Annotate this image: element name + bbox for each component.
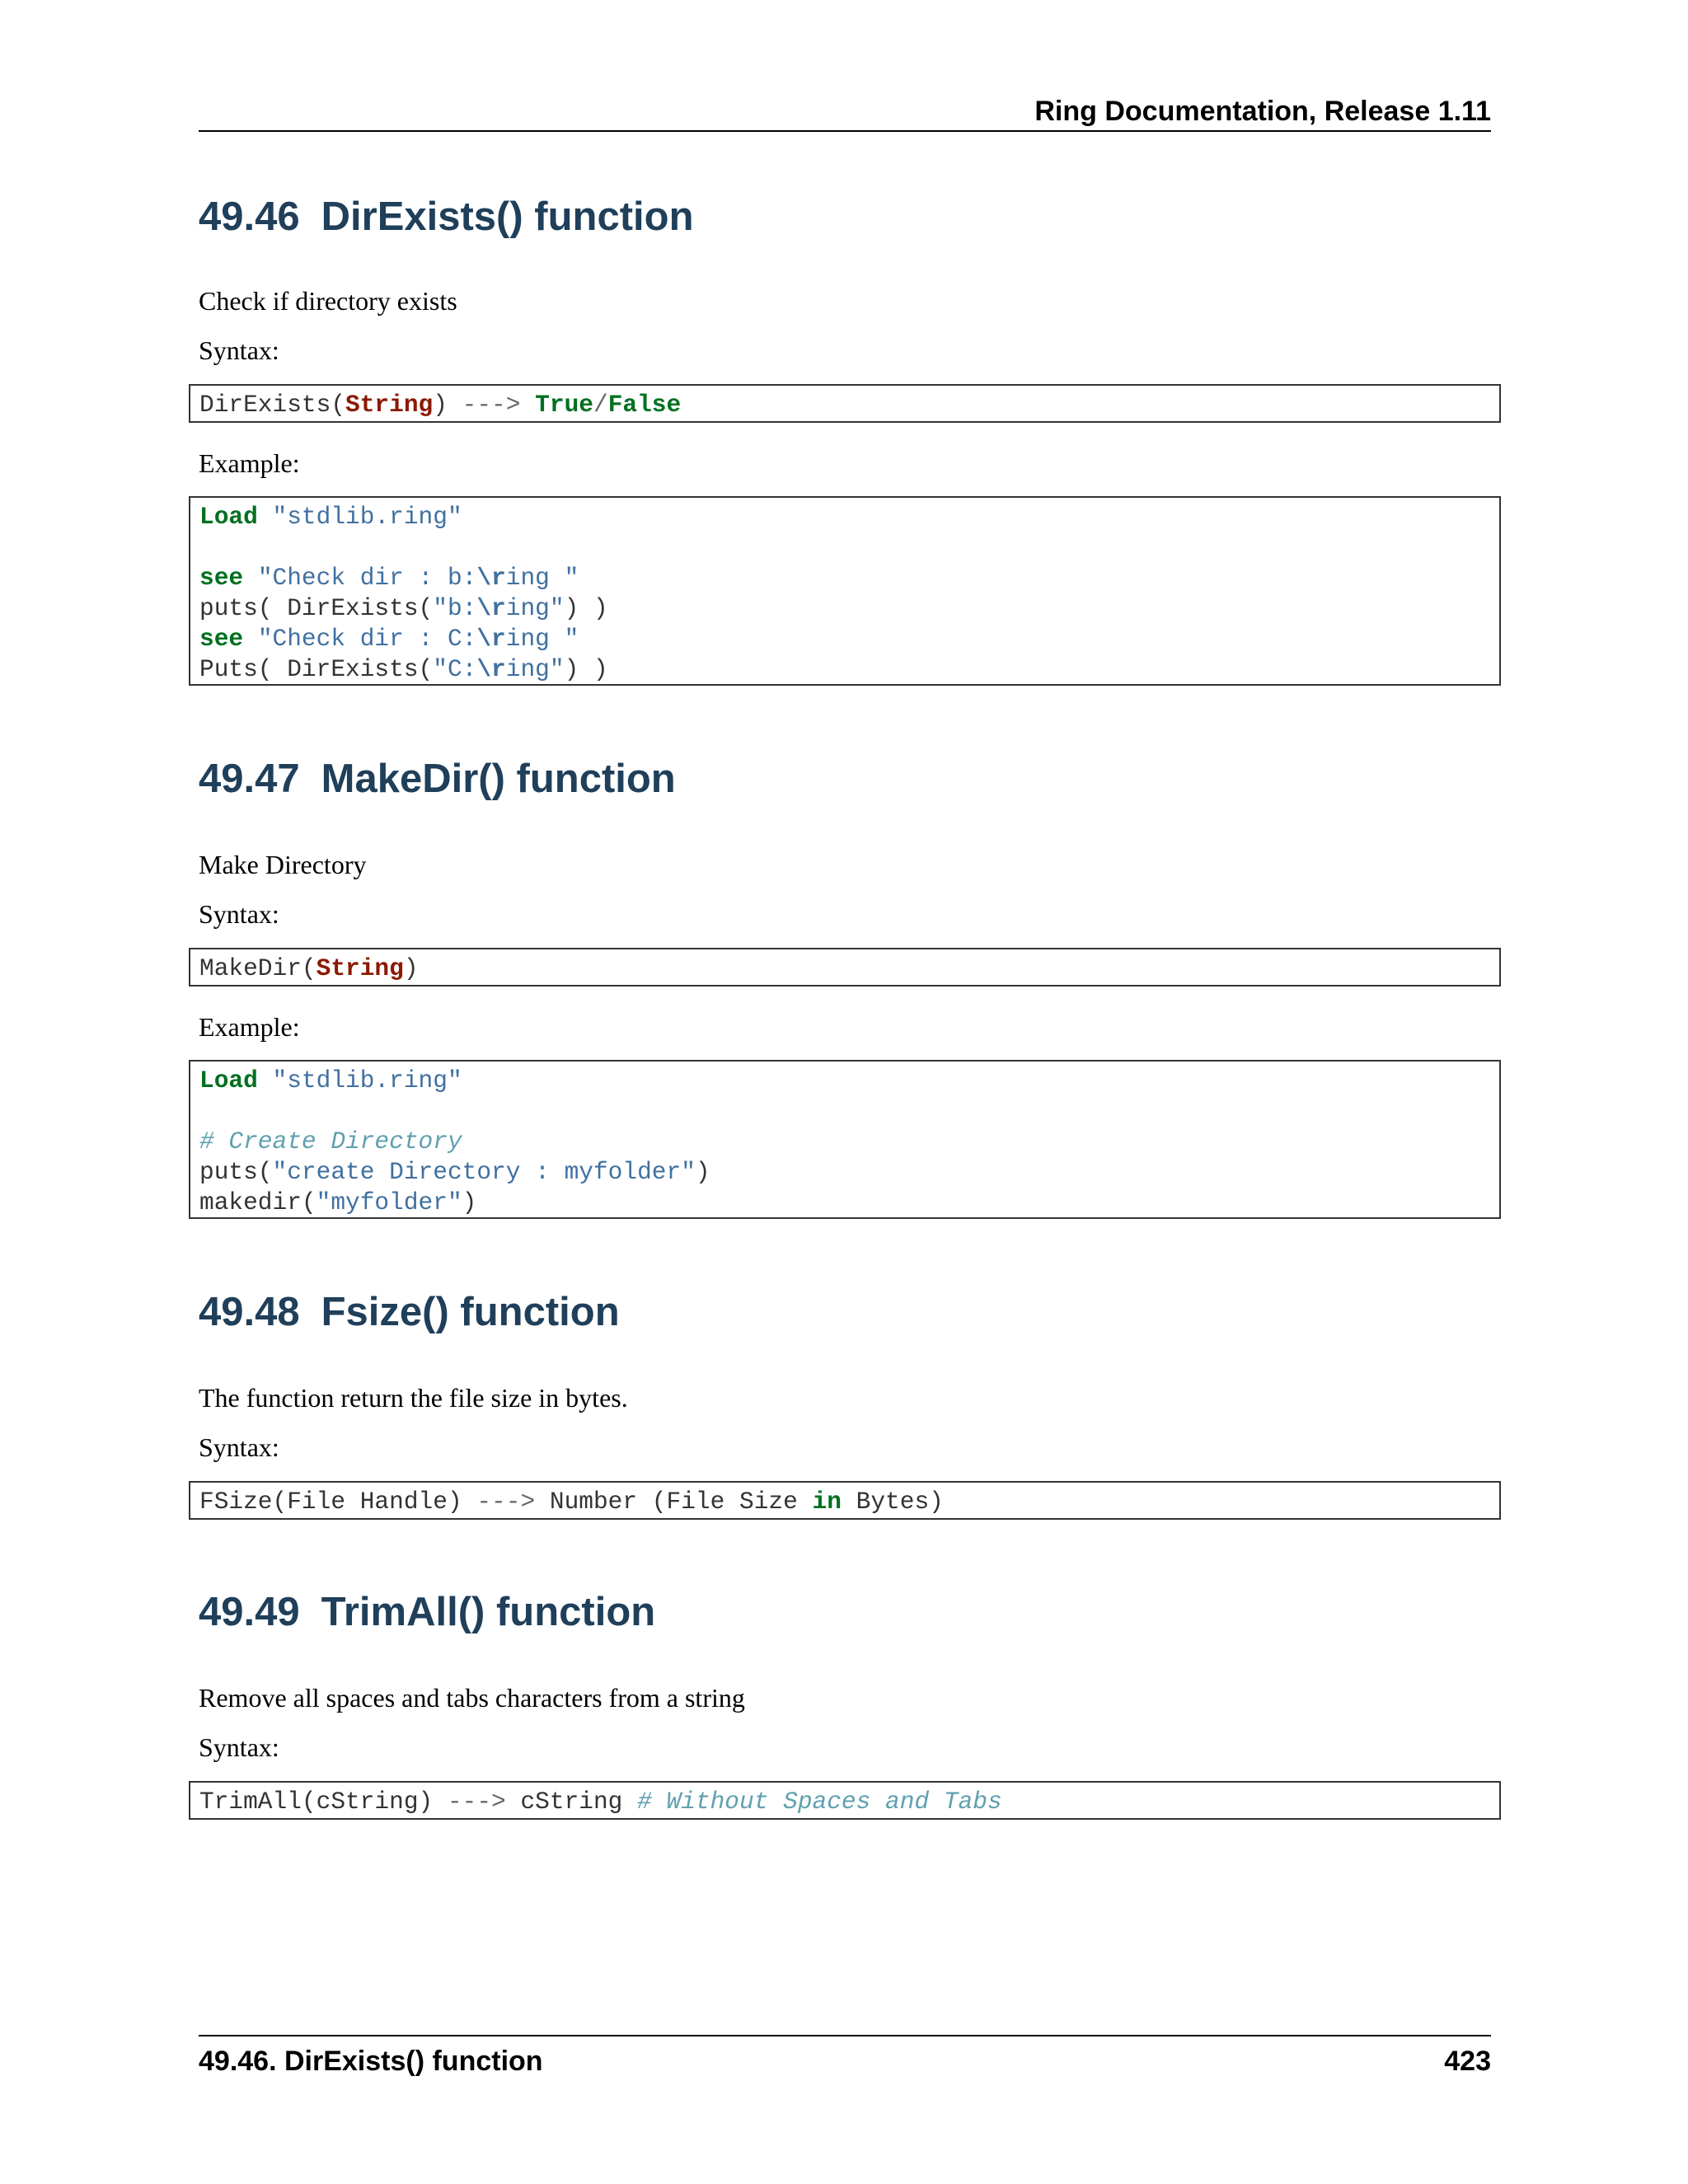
section-description: Remove all spaces and tabs characters from a string: [199, 1683, 745, 1713]
running-header: Ring Documentation, Release 1.11: [199, 92, 1491, 132]
section-number: 49.46: [199, 194, 300, 239]
section-description: The function return the file size in bytes.: [199, 1383, 628, 1413]
section-title-text: TrimAll() function: [321, 1590, 656, 1634]
code-line: DirExists(String) ---> True/False: [199, 391, 682, 419]
syntax-label: Syntax:: [199, 899, 279, 929]
section-number: 49.47: [199, 757, 300, 801]
syntax-label: Syntax:: [199, 335, 279, 365]
section-heading-makedir: [199, 754, 676, 804]
section-number: 49.49: [199, 1590, 300, 1634]
syntax-code-block: [189, 948, 1501, 987]
section-number: 49.48: [199, 1290, 300, 1334]
page-number: 423: [1444, 2046, 1491, 2077]
code-line: Load "stdlib.ring": [199, 503, 462, 531]
example-code-block: [189, 496, 1501, 686]
syntax-code-block: [189, 384, 1501, 423]
section-heading-trimall: [199, 1587, 655, 1637]
section-title-text: Fsize() function: [321, 1290, 620, 1334]
running-footer: [199, 2035, 1491, 2077]
section-description: Make Directory: [199, 850, 367, 879]
code-line: makedir("myfolder"): [199, 1188, 477, 1216]
code-line: TrimAll(cString) ---> cString # Without Spaces and Tabs: [199, 1788, 1002, 1816]
section-heading-direxists: [199, 192, 694, 241]
code-line: # Create Directory: [199, 1127, 462, 1155]
code-line: puts("create Directory : myfolder"): [199, 1158, 710, 1186]
example-label: Example:: [199, 448, 300, 478]
code-line: Load "stdlib.ring": [199, 1066, 462, 1094]
code-line: MakeDir(String): [199, 954, 419, 982]
syntax-code-block: [189, 1481, 1501, 1520]
code-line-blank: [199, 1096, 1490, 1127]
example-code-block: [189, 1060, 1501, 1219]
section-title-text: DirExists() function: [321, 194, 694, 239]
section-description: Check if directory exists: [199, 286, 457, 316]
section-title-text: MakeDir() function: [321, 757, 676, 801]
syntax-label: Syntax:: [199, 1732, 279, 1762]
code-line: puts( DirExists("b:\ring") ): [199, 594, 608, 622]
footer-section-title: 49.46. DirExists() function: [199, 2046, 543, 2077]
code-line: see "Check dir : b:\ring ": [199, 564, 579, 592]
code-line: see "Check dir : C:\ring ": [199, 625, 579, 653]
code-line-blank: [199, 532, 1490, 563]
code-line: Puts( DirExists("C:\ring") ): [199, 655, 608, 683]
example-label: Example:: [199, 1012, 300, 1042]
section-heading-fsize: [199, 1287, 620, 1337]
code-line: FSize(File Handle) ---> Number (File Size in Bytes): [199, 1488, 944, 1516]
syntax-code-block: [189, 1781, 1501, 1820]
syntax-label: Syntax:: [199, 1432, 279, 1462]
